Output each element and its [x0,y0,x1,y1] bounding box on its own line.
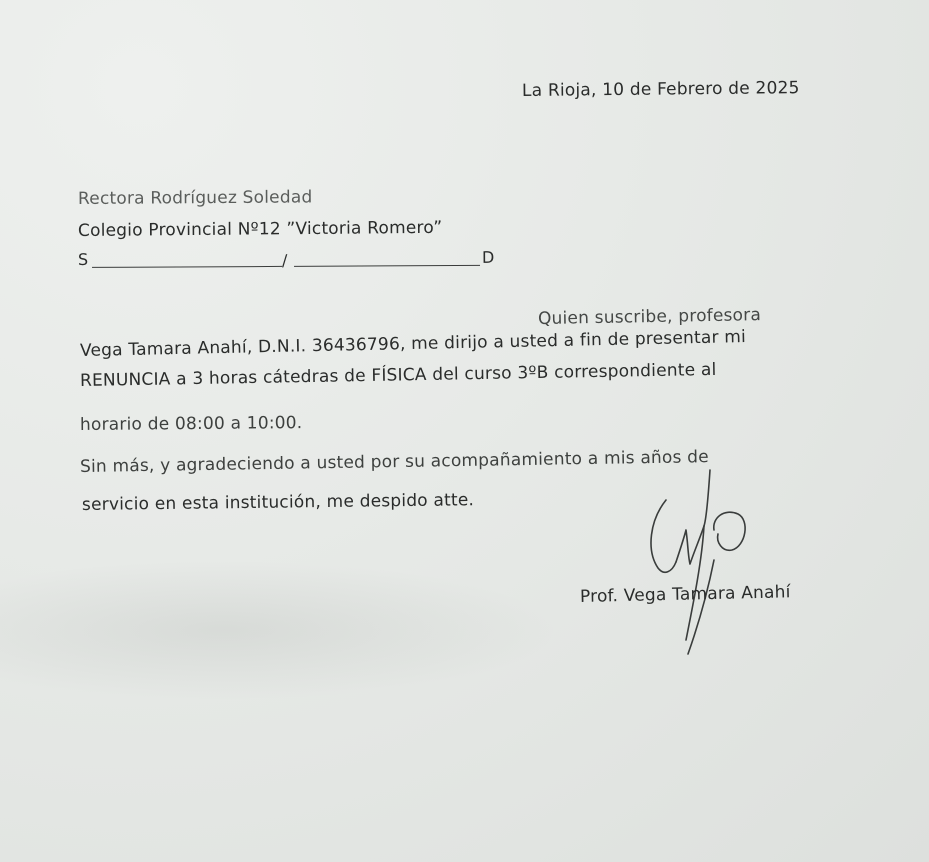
body-line-5: servicio en esta institución, me despido atte. [81,490,475,515]
signature-icon [628,460,788,660]
salutation-underline-right [294,265,480,267]
signature-name: Prof. Vega Tamara Anahí [579,582,791,607]
salutation-underline-left [92,266,282,268]
salutation-sd [78,248,498,274]
intro-line: Quien suscribe, profesora [537,305,762,329]
body-line-4: Sin más, y agradeciendo a usted por su acompañamiento a mis años de [79,447,710,477]
salutation-slash: / [281,250,288,270]
body-line-3: horario de 08:00 a 10:00. [79,413,303,435]
salutation-s: S [77,249,89,269]
body-line-2: RENUNCIA a 3 horas cátedras de FÍSICA del curso 3ºB correspondiente al [79,359,717,391]
recipient-line: Rectora Rodríguez Soledad [77,187,313,209]
salutation-d: D [481,247,495,267]
date-line: La Rioja, 10 de Febrero de 2025 [521,78,800,101]
body-line-1: Vega Tamara Anahí, D.N.I. 36436796, me dirijo a usted a fin de presentar mi [79,327,747,361]
paper-shadow [0,560,560,700]
school-line: Colegio Provincial Nº12 ”Victoria Romero” [77,217,443,241]
